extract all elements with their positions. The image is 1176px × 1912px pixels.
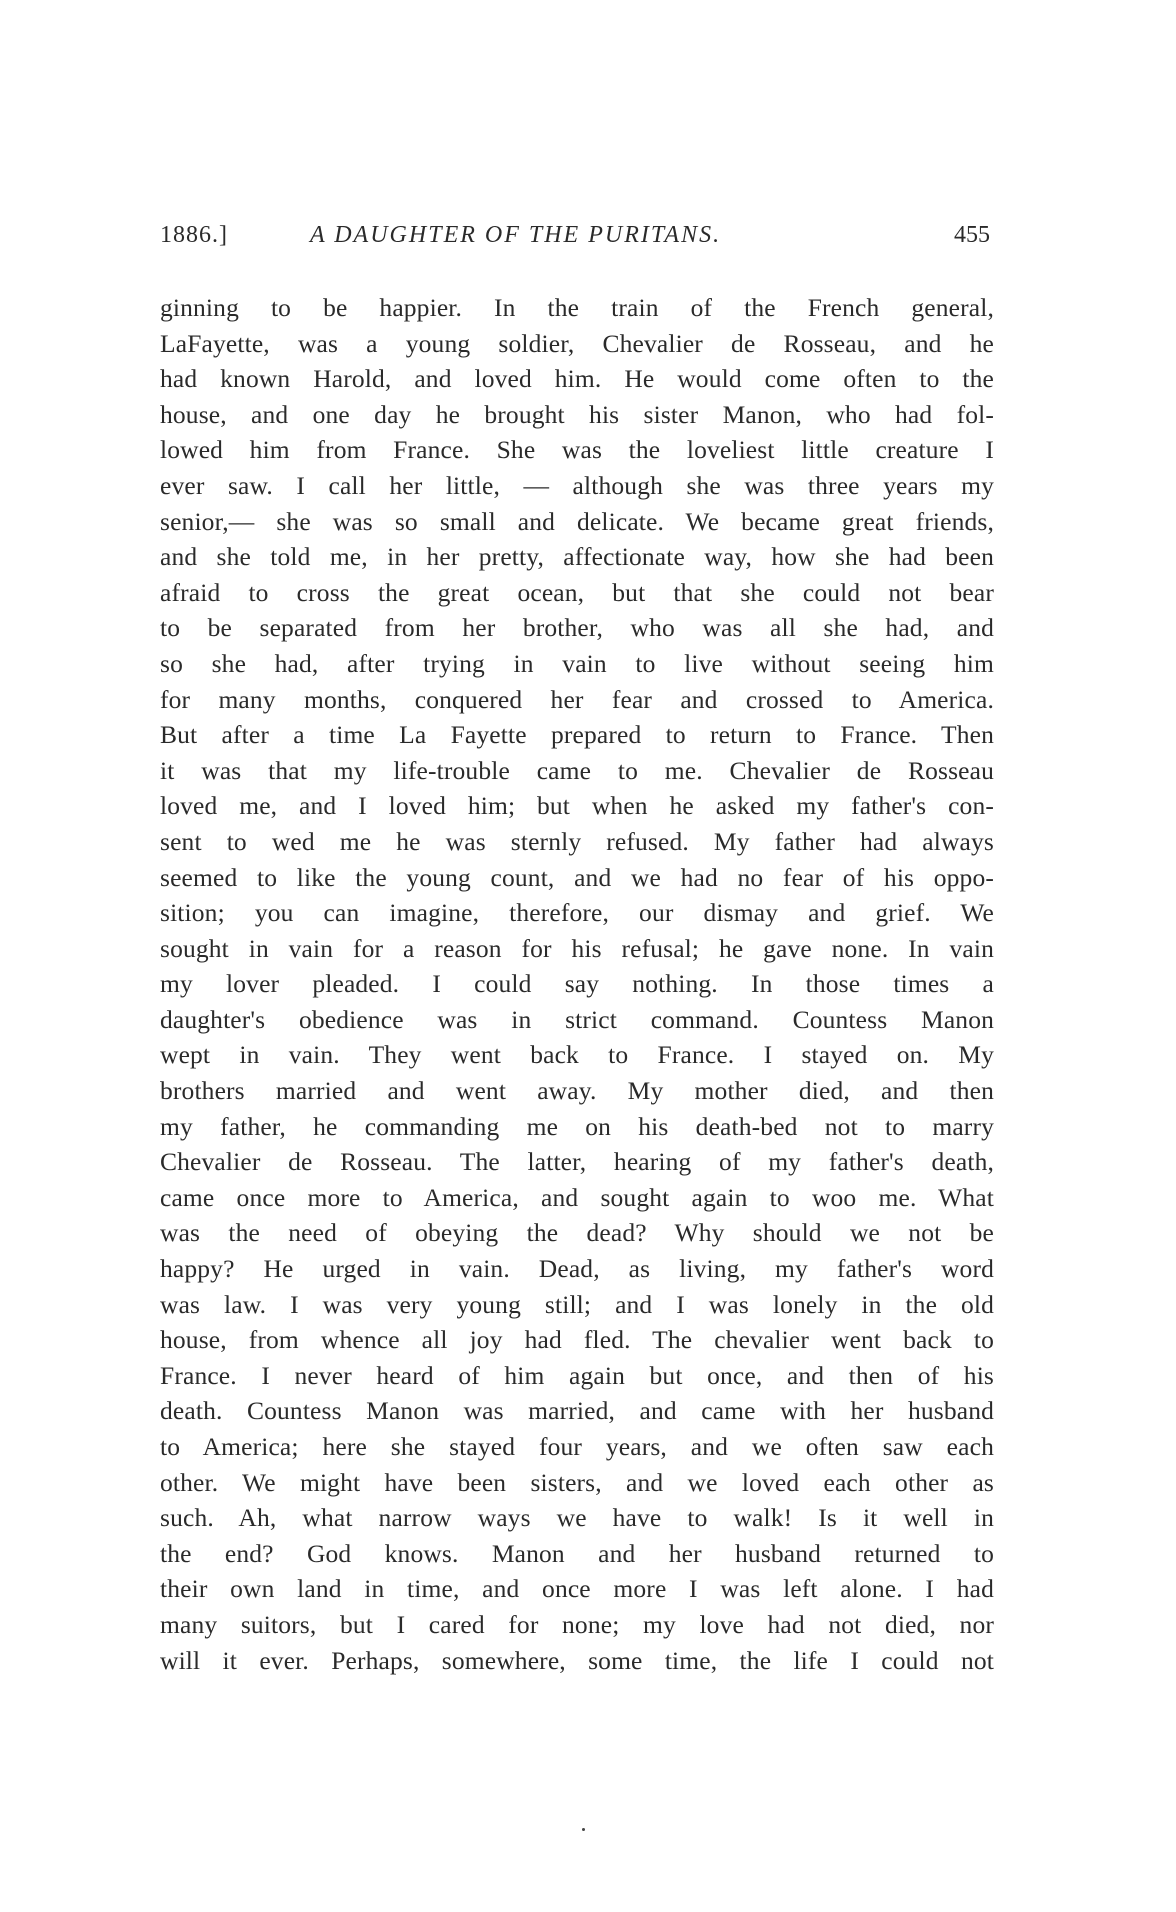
text-line: LaFayette, was a young soldier, Chevalier de Rosseau, and he — [160, 328, 994, 358]
running-header — [160, 222, 990, 262]
text-line: to be separated from her brother, who was all she had, and — [160, 613, 994, 643]
text-line: other. We might have been sisters, and we loved each other as — [160, 1467, 994, 1497]
text-line: afraid to cross the great ocean, but that she could not bear — [160, 577, 994, 607]
text-line: loved me, and I loved him; but when he asked my father's con- — [160, 791, 994, 821]
ink-speck — [582, 1828, 585, 1831]
text-line: their own land in time, and once more I was left alone. I had — [160, 1574, 994, 1604]
text-line: house, and one day he brought his sister Manon, who had fol- — [160, 399, 994, 429]
text-line: had known Harold, and loved him. He would come often to the — [160, 364, 994, 394]
text-line: for many months, conquered her fear and crossed to America. — [160, 684, 994, 714]
text-line: so she had, after trying in vain to live without seeing him — [160, 648, 994, 678]
text-line: will it ever. Perhaps, somewhere, some time, the life I could not — [160, 1645, 994, 1675]
text-line: to America; here she stayed four years, and we often saw each — [160, 1432, 994, 1461]
text-line: But after a time La Fayette prepared to return to France. Then — [160, 720, 994, 750]
text-line: Chevalier de Rosseau. The latter, hearing of my father's death, — [160, 1147, 994, 1177]
text-line: my father, he commanding me on his death-bed not to marry — [160, 1111, 994, 1141]
text-line: ever saw. I call her little, — although she was three years my — [160, 470, 994, 500]
text-line: came once more to America, and sought again to woo me. What — [160, 1182, 994, 1212]
text-line: it was that my life-trouble came to me. Chevalier de Rosseau — [160, 755, 994, 785]
text-line: the end? God knows. Manon and her husband returned to — [160, 1538, 994, 1568]
header-title: A DAUGHTER OF THE PURITANS. — [310, 222, 722, 248]
text-line: France. I never heard of him again but once, and then of his — [160, 1360, 994, 1390]
text-line: many suitors, but I cared for none; my love had not died, nor — [160, 1609, 994, 1639]
text-line: lowed him from France. She was the loveliest little creature I — [160, 435, 994, 465]
text-line: was the need of obeying the dead? Why should we not be — [160, 1218, 994, 1248]
text-line: house, from whence all joy had fled. The chevalier went back to — [160, 1325, 994, 1355]
text-line: daughter's obedience was in strict command. Countess Manon — [160, 1004, 994, 1034]
header-year: 1886.] — [160, 222, 228, 248]
text-line: my lover pleaded. I could say nothing. In those times a — [160, 969, 994, 999]
text-line: brothers married and went away. My mother died, and then — [160, 1076, 994, 1106]
text-line: sent to wed me he was sternly refused. My father had always — [160, 826, 994, 856]
text-line: and she told me, in her pretty, affectionate way, how she had been — [160, 542, 994, 572]
text-line: was law. I was very young still; and I was lonely in the old — [160, 1289, 994, 1319]
page-number: 455 — [954, 222, 990, 248]
text-line: senior,— she was so small and delicate. We became great friends, — [160, 506, 994, 536]
text-line: ginning to be happier. In the train of the French general, — [160, 293, 994, 322]
text-line: such. Ah, what narrow ways we have to walk! Is it well in — [160, 1503, 994, 1533]
text-line: death. Countess Manon was married, and came with her husband — [160, 1396, 994, 1426]
text-line: sought in vain for a reason for his refusal; he gave none. In vain — [160, 933, 994, 963]
text-line: seemed to like the young count, and we had no fear of his oppo- — [160, 862, 994, 892]
text-line: wept in vain. They went back to France. I stayed on. My — [160, 1040, 994, 1070]
text-line: sition; you can imagine, therefore, our dismay and grief. We — [160, 898, 994, 928]
text-line: happy? He urged in vain. Dead, as living, my father's word — [160, 1254, 994, 1284]
body-text — [160, 290, 994, 1678]
